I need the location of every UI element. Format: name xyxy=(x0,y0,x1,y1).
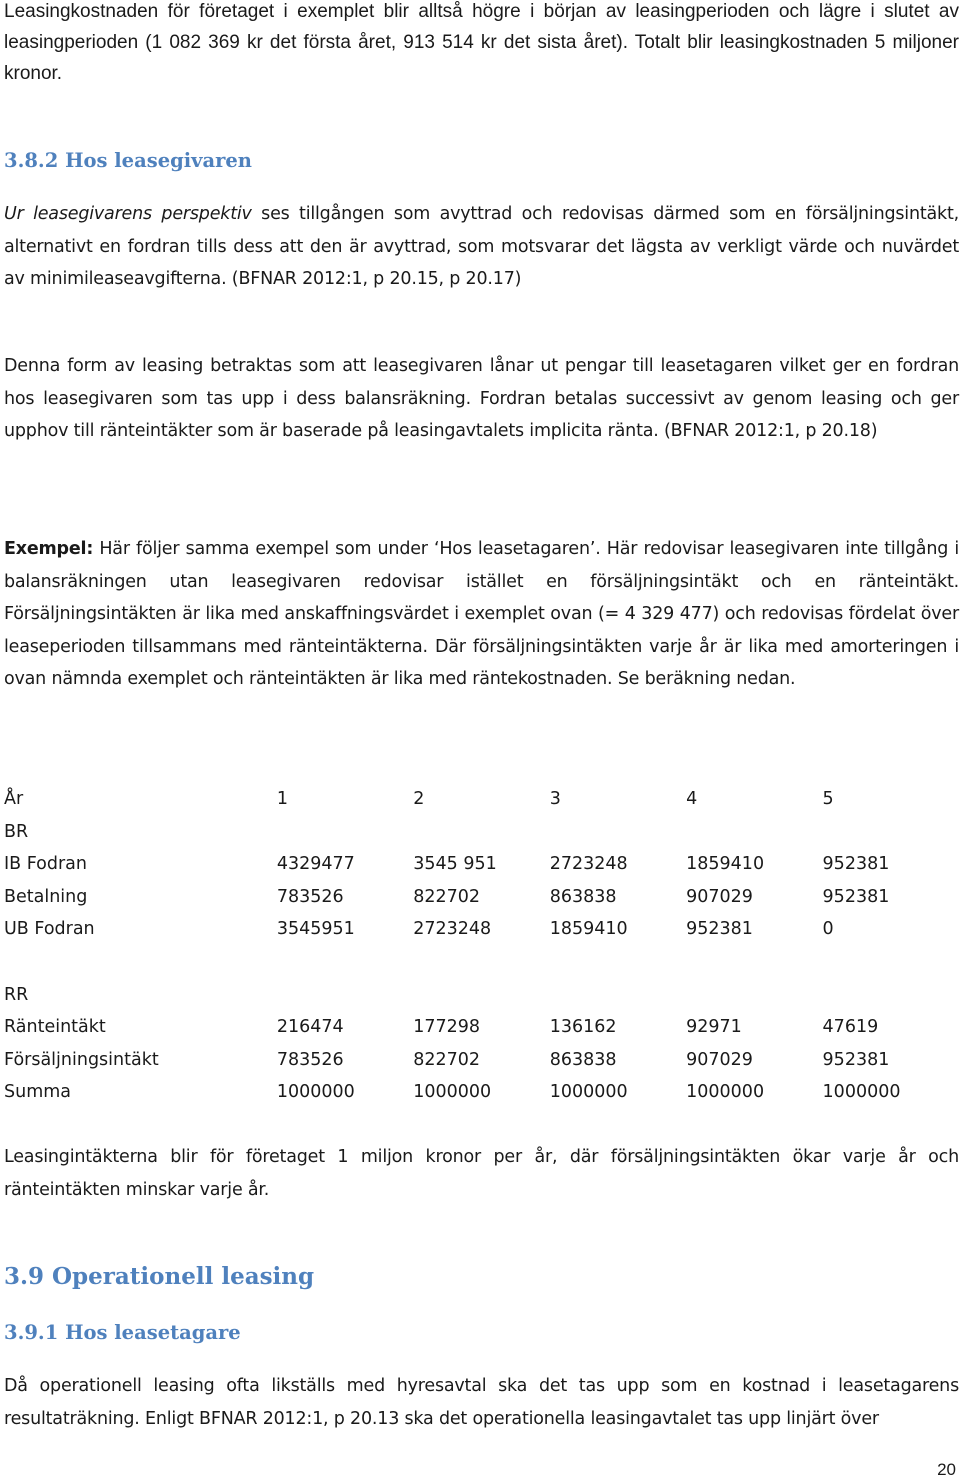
table-cell: 1000000 xyxy=(549,1082,628,1103)
lease-income-summary: Leasingintäkterna blir för företaget 1 miljon kronor per år, där försäljningsintäkten ökar varje år och ränteintäkten minskar varje år. xyxy=(4,1147,959,1200)
table-cell: 92971 xyxy=(686,1017,742,1038)
table-cell: 863838 xyxy=(549,1049,617,1070)
table-cell: 783526 xyxy=(276,886,344,907)
table-row xyxy=(4,1011,959,1044)
section-heading-3-9: 3.9 Operationell leasing xyxy=(4,1263,315,1290)
table-cell: 863838 xyxy=(549,886,617,907)
page-number: 20 xyxy=(937,1460,956,1479)
table-cell: 0 xyxy=(822,919,834,940)
table-row xyxy=(4,848,959,881)
table-cell: IB Fodran xyxy=(4,854,87,875)
table-cell: År xyxy=(4,789,24,809)
table-cell: 822702 xyxy=(413,886,481,907)
table-cell: 3 xyxy=(549,789,561,809)
finance-lease-paragraph: Denna form av leasing betraktas som att leasegivaren lånar ut pengar till leasetagaren vilket ger en fordran hos leasegivaren som tas upp i dess balansräkning. Fordran betalas successivt av genom leasing och ger upphov till ränteintäkter som är baserade på leasingavtalets implicita ränta. (BFNAR 2012:1, p 20.18) xyxy=(4,356,959,441)
section-heading-3-8-2: 3.8.2 Hos leasegivaren xyxy=(4,149,252,172)
lease-calculation-table xyxy=(4,783,959,1109)
example-text: Här följer samma exempel som under ‘Hos leasetagaren’. Här redovisar leasegivaren inte tillgång i balansräkningen utan leasegivaren redovisar istället en försäljningsintäkt och en ränteintäkt. Försäljningsintäkten är lika med anskaffningsvärdet i exemplet ovan (= 4 329 477) och redovisas fördelat över leaseperioden tillsammans med ränteintäkterna. Där försäljningsintäkten varje år är lika med amorteringen i ovan nämnda exemplet och ränteintäkten är lika med räntekostnaden. Se beräkning nedan. xyxy=(4,539,959,689)
table-cell: 4329477 xyxy=(276,854,355,875)
table-cell: 952381 xyxy=(822,886,890,907)
table-cell: 822702 xyxy=(413,1049,481,1070)
table-rr-label-row xyxy=(4,979,959,1012)
table-cell: 47619 xyxy=(822,1017,879,1038)
example-paragraph xyxy=(4,533,959,696)
lessor-perspective-italic: Ur leasegivarens perspektiv xyxy=(4,204,252,224)
table-cell: 1000000 xyxy=(686,1082,765,1103)
table-cell: Summa xyxy=(4,1082,72,1103)
table-header-row xyxy=(4,783,959,816)
table-row xyxy=(4,913,959,946)
intro-paragraph: Leasingkostnaden för företaget i exemplet blir alltså högre i början av leasingperioden och lägre i slutet av leasingperioden (1 082 369 kr det första året, 913 514 kr det sista året). Totalt blir leasingkostnaden 5 miljoner kronor. xyxy=(4,1,959,84)
table-cell: 3545951 xyxy=(276,919,355,940)
example-label: Exempel: xyxy=(4,539,94,559)
table-cell: 952381 xyxy=(822,854,890,875)
table-cell: 177298 xyxy=(413,1017,481,1038)
table-br-label-row xyxy=(4,816,959,849)
table-cell: 2723248 xyxy=(549,854,628,875)
table-row xyxy=(4,881,959,914)
table-section-label: RR xyxy=(4,984,29,1005)
table-cell: 1000000 xyxy=(822,1082,901,1103)
table-cell: 1859410 xyxy=(549,919,628,940)
table-cell: 1 xyxy=(276,789,288,809)
operating-lease-paragraph: Då operationell leasing ofta likställs med hyresavtal ska det tas upp som en kostnad i leasetagarens resultaträkning. Enligt BFNAR 2012:1, p 20.13 ska det operationella leasingavtalet tas upp linjärt över xyxy=(4,1376,959,1429)
table-cell: 952381 xyxy=(686,919,753,940)
table-cell: Ränteintäkt xyxy=(4,1017,106,1038)
lessor-perspective-text: ses tillgången som avyttrad och redovisas därmed som en försäljningsintäkt, alternativt en fordran tills dess att den är avyttrad, som motsvarar det lägsta av verkligt värde och nuvärdet av minimileaseavgifterna. (BFNAR 2012:1, p 20.15, p 20.17) xyxy=(4,204,959,289)
table-cell: 907029 xyxy=(686,886,753,907)
table-row xyxy=(4,1076,959,1109)
section-heading-3-9-1: 3.9.1 Hos leasetagare xyxy=(4,1321,241,1344)
table-cell: 1859410 xyxy=(686,854,765,875)
table-cell: 4 xyxy=(686,789,698,809)
lessor-perspective-paragraph xyxy=(4,198,959,296)
table-cell: 952381 xyxy=(822,1049,890,1070)
table-cell: 1000000 xyxy=(276,1082,355,1103)
table-cell: Försäljningsintäkt xyxy=(4,1049,159,1070)
table-cell: 2 xyxy=(413,789,425,809)
table-cell: 2723248 xyxy=(413,919,492,940)
table-section-label: BR xyxy=(4,821,29,842)
table-row xyxy=(4,1044,959,1077)
table-cell: 1000000 xyxy=(413,1082,492,1103)
table-cell: 3545 951 xyxy=(413,854,497,875)
table-cell: 136162 xyxy=(549,1017,617,1038)
table-cell: UB Fodran xyxy=(4,919,95,940)
table-cell: 216474 xyxy=(276,1017,344,1038)
table-cell: Betalning xyxy=(4,886,88,907)
table-cell: 5 xyxy=(822,789,834,809)
table-cell: 783526 xyxy=(276,1049,344,1070)
table-cell: 907029 xyxy=(686,1049,753,1070)
